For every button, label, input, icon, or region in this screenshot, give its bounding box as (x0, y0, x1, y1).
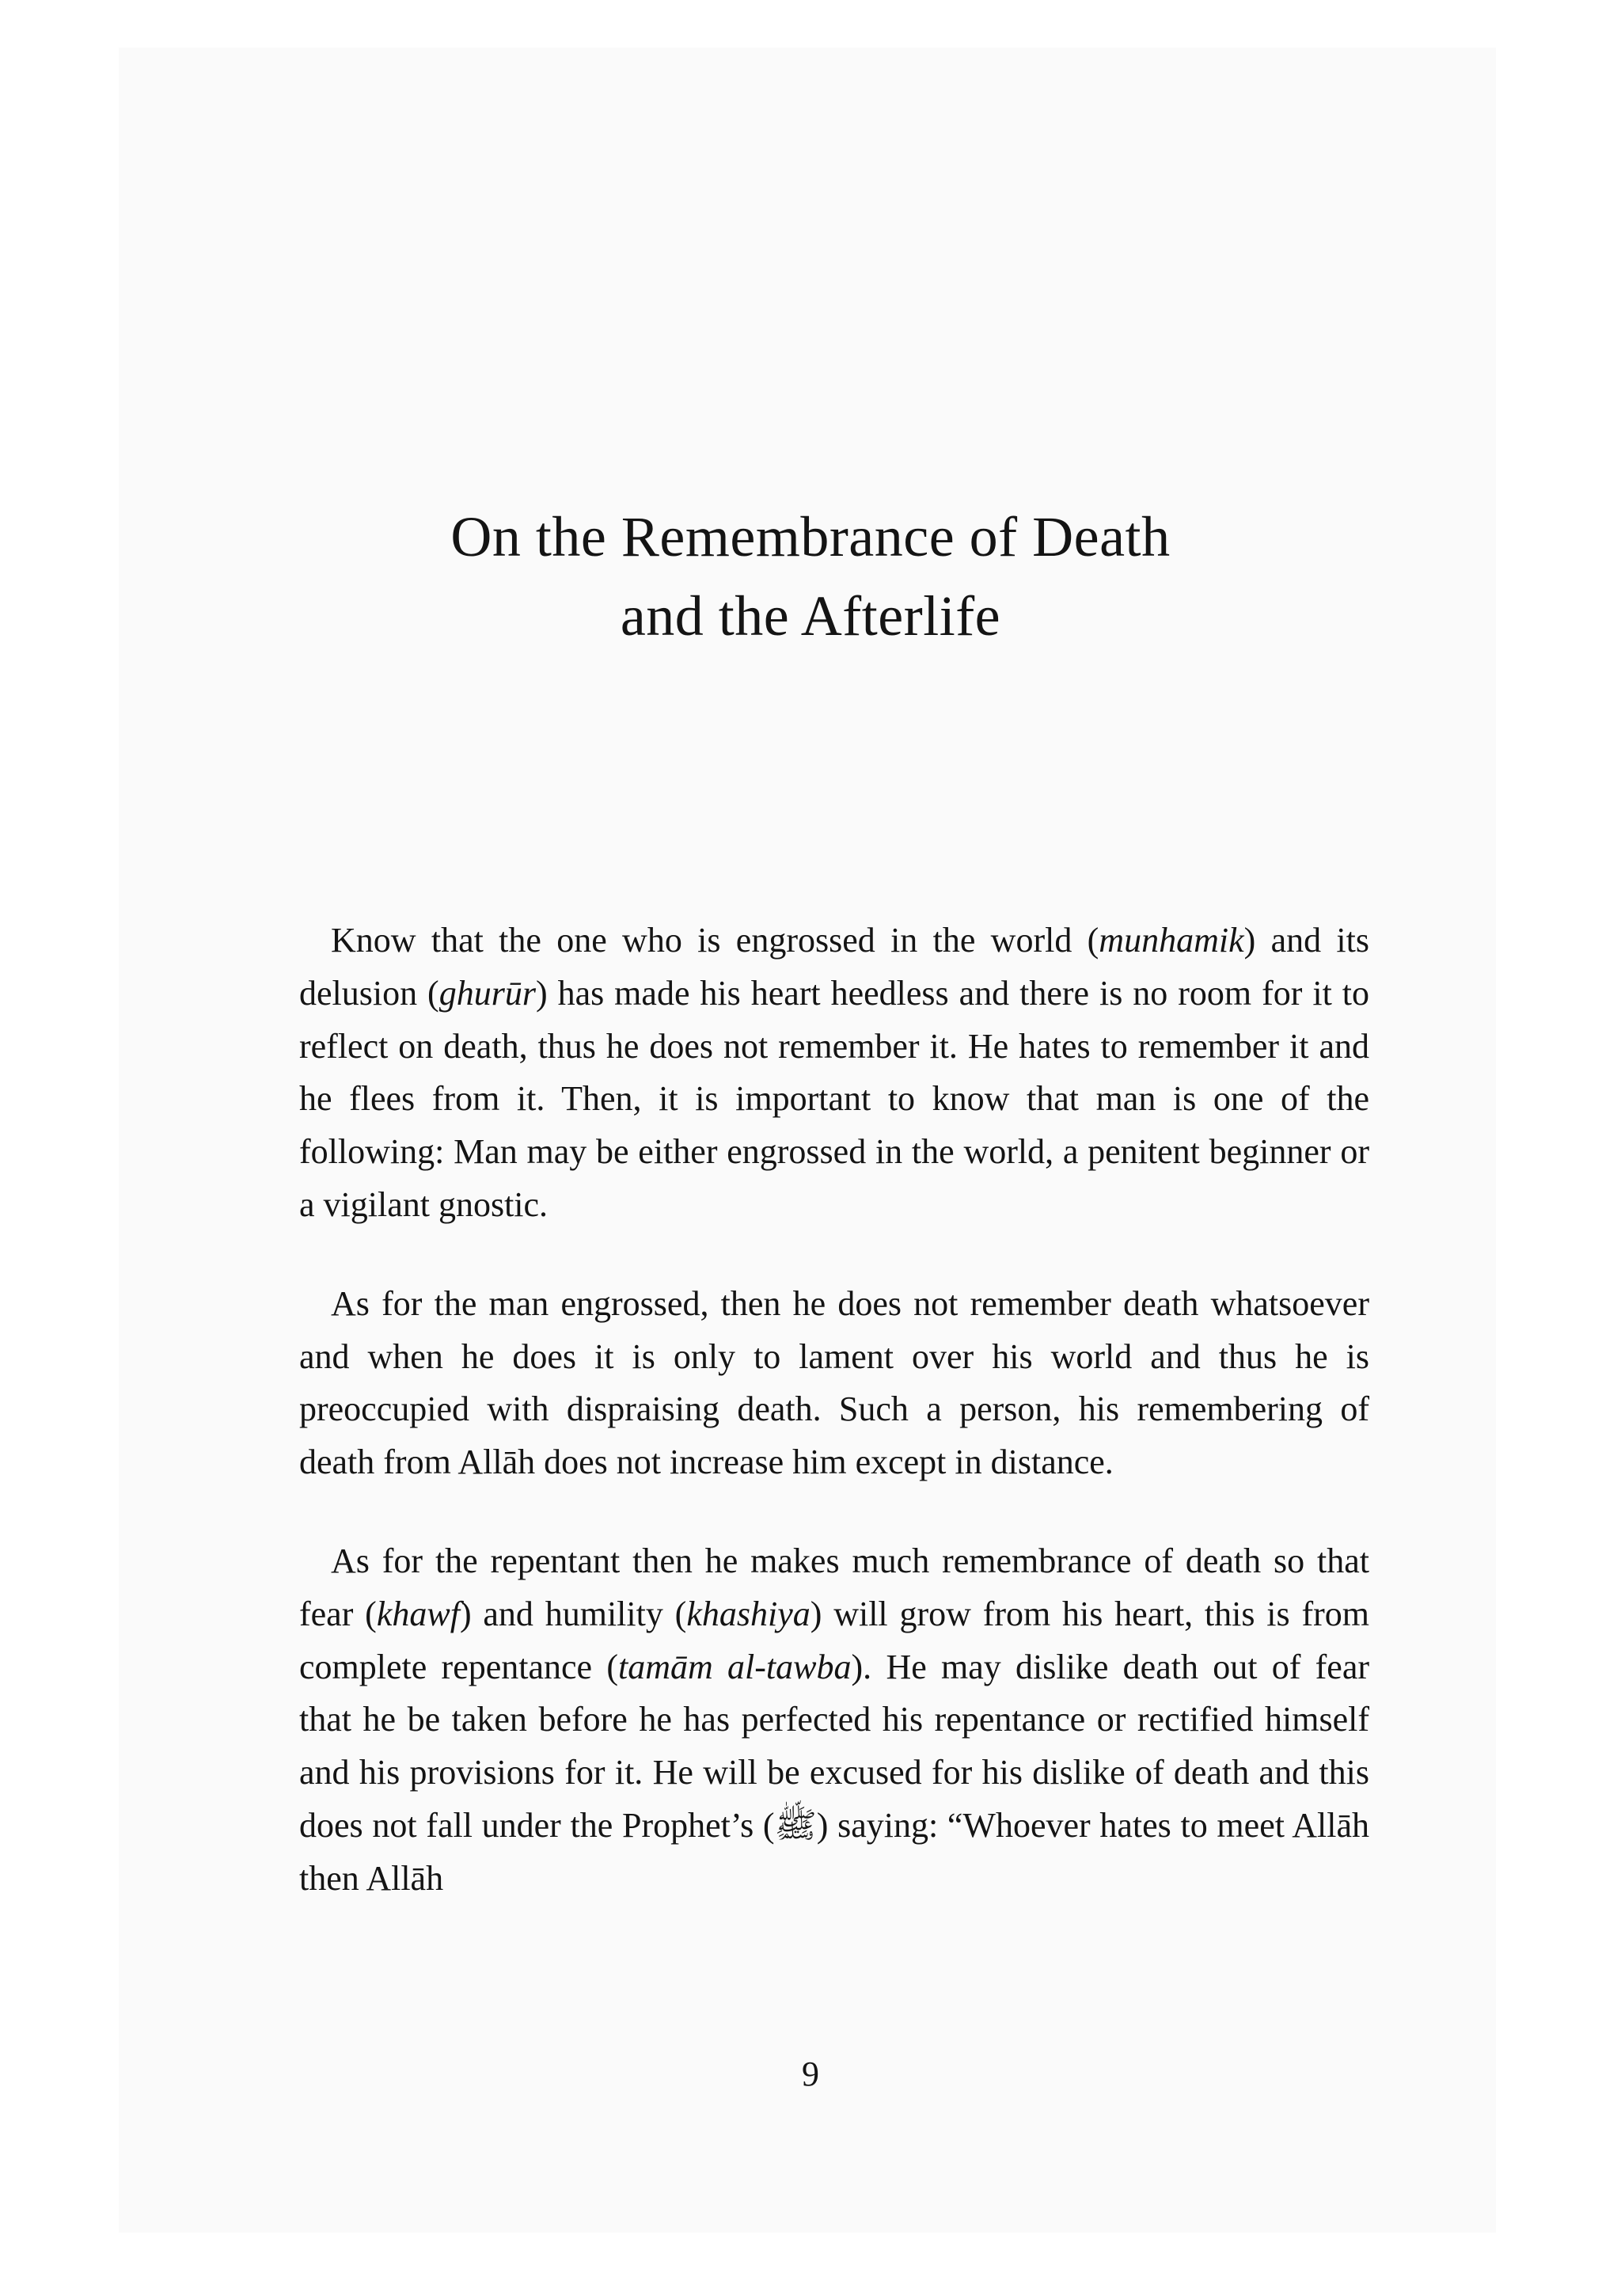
text-run: ) and its delusion ( (299, 921, 1369, 1013)
paragraph (299, 1278, 1369, 1489)
paragraph (299, 914, 1369, 1232)
transliterated-term: khashiya (686, 1594, 810, 1633)
chapter-title (0, 497, 1621, 656)
text-run: As for the man engrossed, then he does not remember death whatsoever and when he does it is only to lament over his world and thus he is preoccupied with dispraising death. Such a person, his remembering of death from Allāh does not increase him except in distance. (299, 1283, 1369, 1482)
body-text (299, 914, 1369, 1952)
page-number: 9 (802, 2055, 819, 2093)
transliterated-term: tamām al-tawba (618, 1647, 852, 1686)
text-run: ) has made his heart heedless and there is no room for it to reflect on death, thus he does not remember it. He hates to remember it and he flees from it. Then, it is important to know that man is one of the following: Man may be either engrossed in the world, a penitent beginner or a vigilant gnostic. (299, 973, 1369, 1224)
chapter-title-line-1: On the Remembrance of Death (450, 505, 1171, 568)
text-run: ) and humility ( (459, 1594, 687, 1633)
text-run: As for the repentant then he makes much remembrance of death so that fear ( (299, 1541, 1369, 1633)
text-run: ). He may dislike death out of fear that he be taken before he has perfected his repentance or rectified himself and his provisions for it. He will be excused for his dislike of death and this does not fall under the Prophet’s (ﷺ) saying: “Whoever hates to meet Allāh then Allāh (299, 1647, 1370, 1898)
chapter-title-line-2: and the Afterlife (620, 584, 1001, 648)
transliterated-term: munhamik (1099, 921, 1244, 960)
transliterated-term: ghurūr (438, 973, 536, 1013)
text-run: ) will grow from his heart, this is from complete repentance ( (299, 1594, 1369, 1686)
transliterated-term: khawf (376, 1594, 460, 1633)
text-run: Know that the one who is engrossed in the world ( (331, 921, 1099, 960)
paragraph (299, 1535, 1369, 1906)
